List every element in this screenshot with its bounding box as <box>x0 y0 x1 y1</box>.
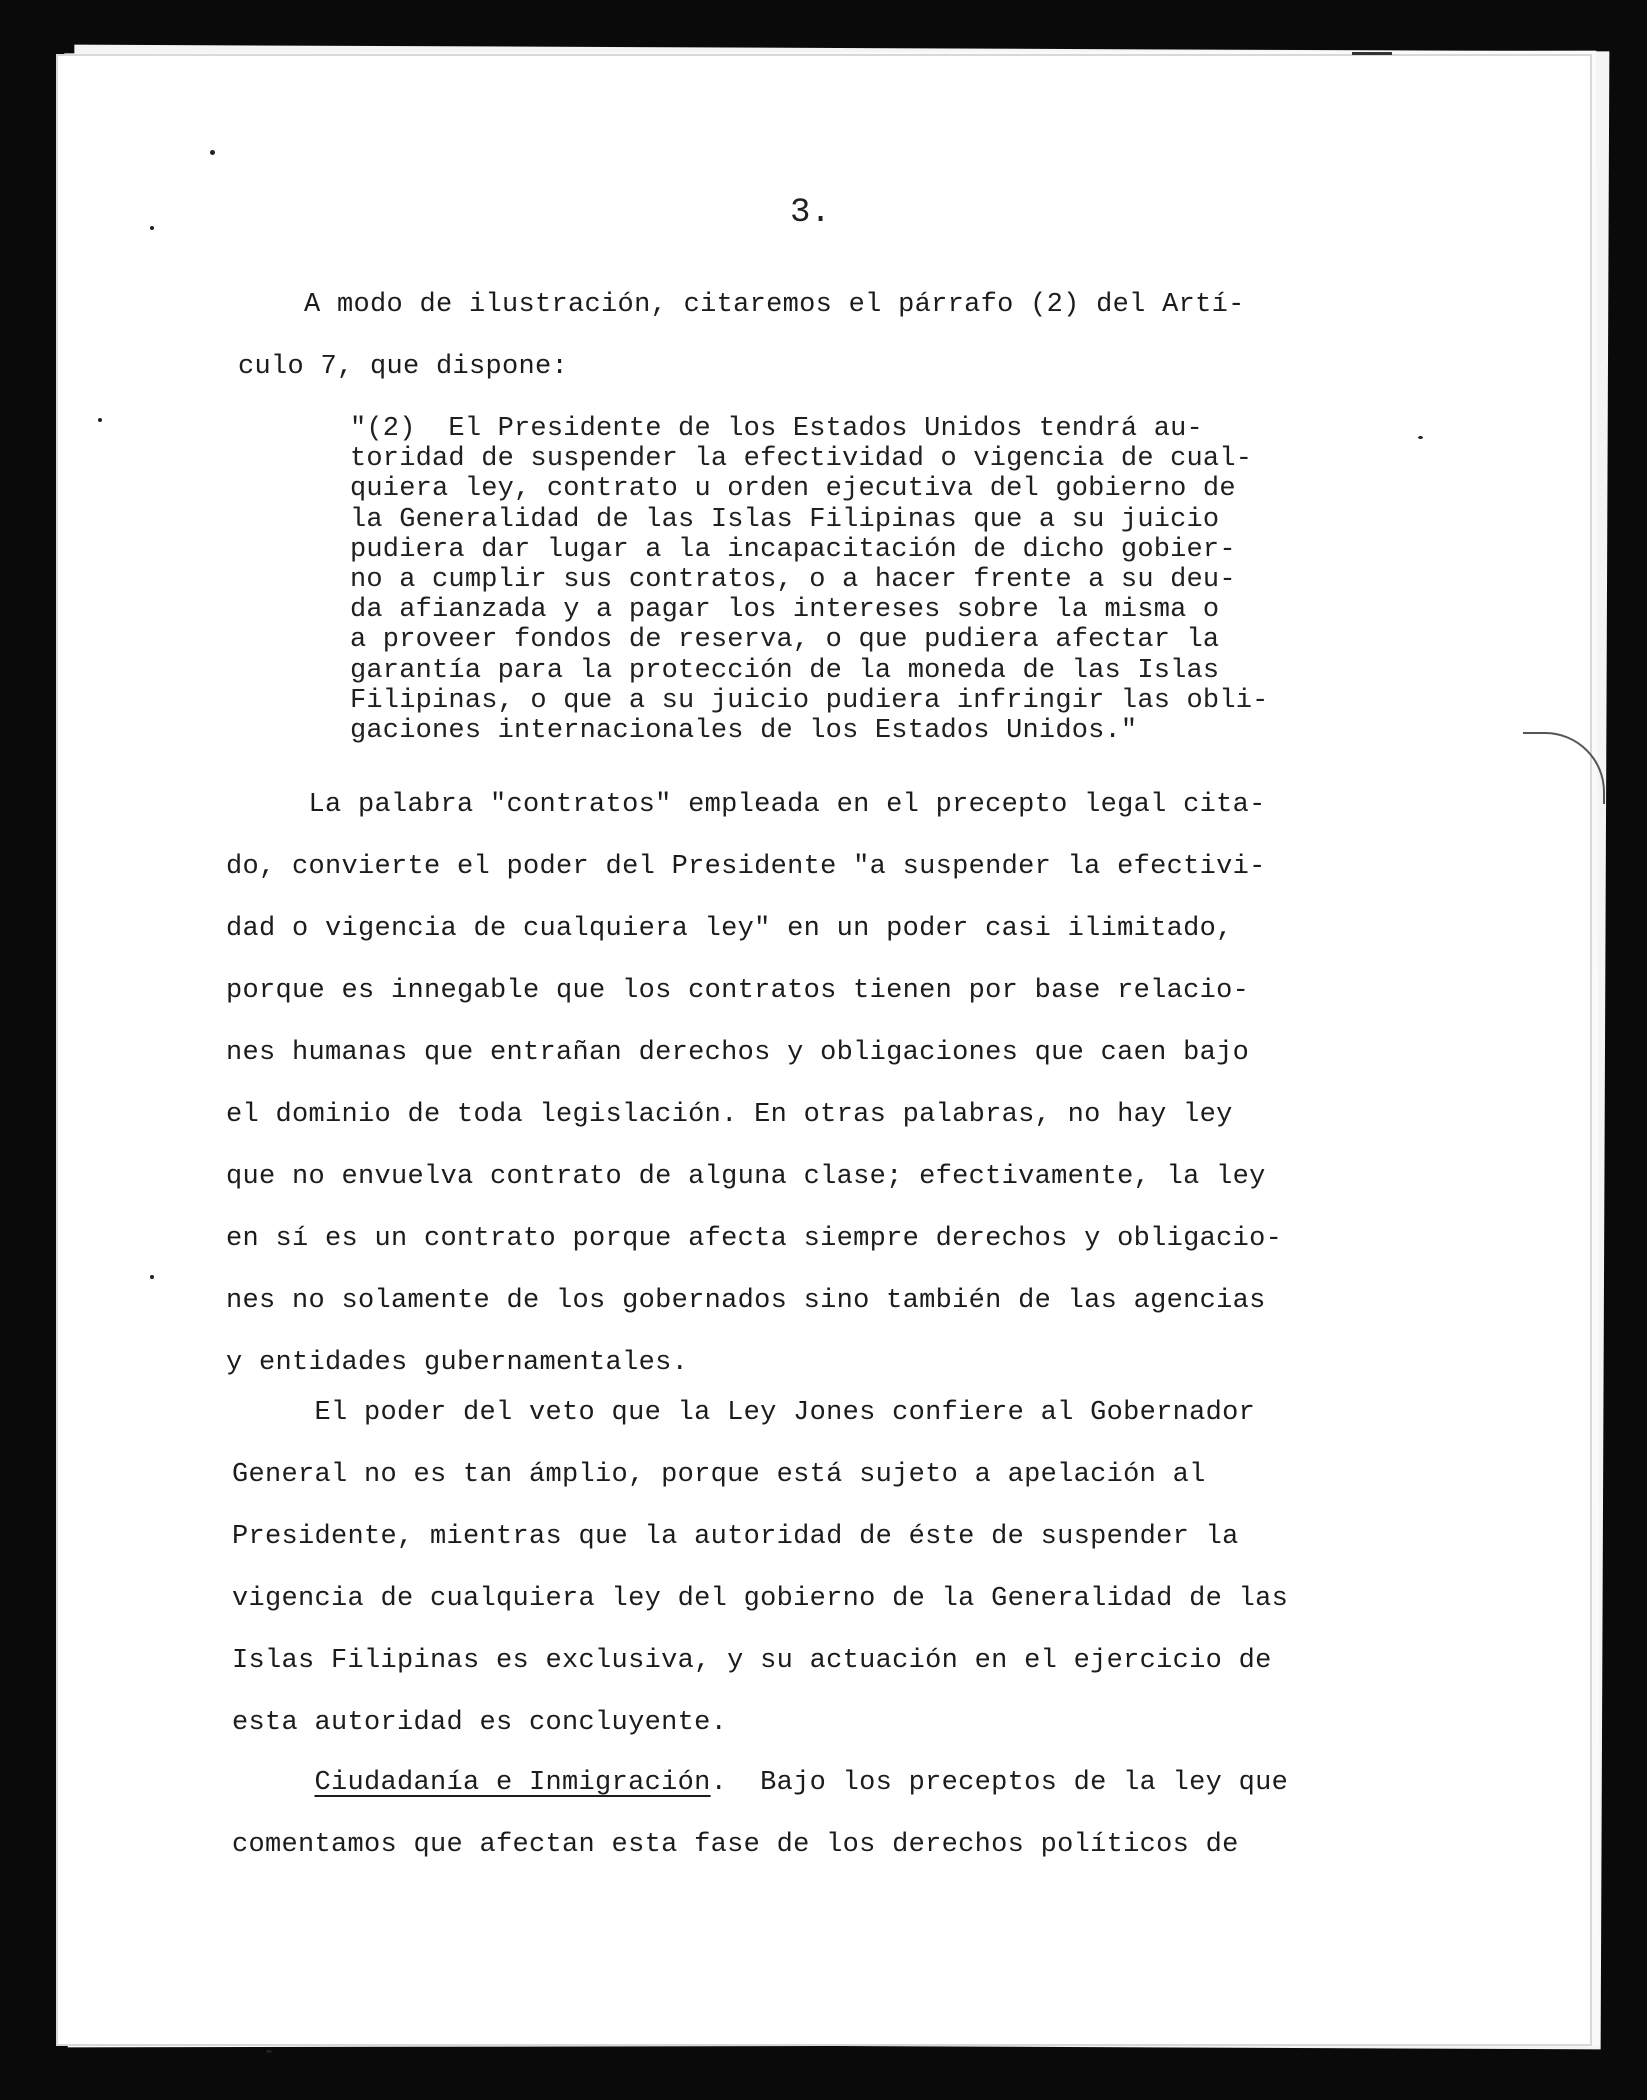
scan-speck <box>150 1275 154 1279</box>
paragraph-2-line: porque es innegable que los contratos tienen por base relacio- <box>226 976 1250 1006</box>
quote-line: toridad de suspender la efectividad o vigencia de cual- <box>350 444 1253 475</box>
paragraph-3-line: esta autoridad es concluyente. <box>232 1708 728 1738</box>
quote-line: Filipinas, o que a su juicio pudiera infringir las obli- <box>350 685 1269 716</box>
paragraph-2-line: que no envuelva contrato de alguna clase; efectivamente, la ley <box>226 1162 1266 1192</box>
scan-speck <box>210 150 215 155</box>
paragraph-2-line: do, convierte el poder del Presidente "a suspender la efectivi- <box>226 852 1266 882</box>
paragraph-2-line: y entidades gubernamentales. <box>226 1348 689 1378</box>
quote-line: a proveer fondos de reserva, o que pudiera afectar la <box>350 625 1220 656</box>
scan-speck <box>1418 436 1423 439</box>
paragraph-4 <box>232 1752 1288 1876</box>
quote-line: gaciones internacionales de los Estados Unidos." <box>350 716 1138 747</box>
quote-line: no a cumplir sus contratos, o a hacer frente a su deu- <box>350 565 1236 596</box>
quote-line: "(2) El Presidente de los Estados Unidos tendrá au- <box>350 414 1203 444</box>
paragraph-2-line: La palabra "contratos" empleada en el precepto legal cita- <box>226 790 1266 820</box>
page-number: 3. <box>790 194 831 232</box>
section-heading-continuation: . Bajo los preceptos de la ley que <box>710 1768 1289 1798</box>
quote-line: quiera ley, contrato u orden ejecutiva del gobierno de <box>350 474 1236 505</box>
quote-line: pudiera dar lugar a la incapacitación de dicho gobier- <box>350 534 1236 565</box>
paragraph-3-line: El poder del veto que la Ley Jones confiere al Gobernador <box>232 1398 1256 1428</box>
paragraph-2-line: nes humanas que entrañan derechos y obligaciones que caen bajo <box>226 1038 1250 1068</box>
paragraph-2-line: nes no solamente de los gobernados sino también de las agencias <box>226 1286 1266 1316</box>
paragraph-4-line: comentamos que afectan esta fase de los derechos políticos de <box>232 1830 1239 1860</box>
paragraph-2-line: el dominio de toda legislación. En otras palabras, no hay ley <box>226 1100 1233 1130</box>
scan-edge-mark <box>1352 52 1392 55</box>
quote-line: da afianzada y a pagar los intereses sobre la misma o <box>350 595 1220 626</box>
scan-speck <box>266 2050 272 2053</box>
paragraph-2-line: en sí es un contrato porque afecta siempre derechos y obligacio- <box>226 1224 1283 1254</box>
quote-line: la Generalidad de las Islas Filipinas que a su juicio <box>350 504 1220 535</box>
quote-line: garantía para la protección de la moneda de las Islas <box>350 655 1220 686</box>
paragraph-3-line: Islas Filipinas es exclusiva, y su actuación en el ejercicio de <box>232 1646 1272 1676</box>
paragraph-1-line-1: A modo de ilustración, citaremos el párrafo (2) del Artí- <box>238 290 1245 320</box>
paragraph-1-line-2: culo 7, que dispone: <box>238 352 569 382</box>
paragraph-3-line: Presidente, mientras que la autoridad de éste de suspender la <box>232 1522 1239 1552</box>
paragraph-2 <box>226 774 1282 1394</box>
document-page <box>58 56 1590 2044</box>
section-heading: Ciudadanía e Inmigración <box>314 1768 711 1798</box>
paragraph-2-line: dad o vigencia de cualquiera ley" en un poder casi ilimitado, <box>226 914 1233 944</box>
block-quote <box>350 414 1269 746</box>
scan-speck <box>98 418 102 422</box>
paragraph-3 <box>232 1382 1288 1754</box>
paragraph-1 <box>238 274 1245 398</box>
paragraph-3-line: General no es tan ámplio, porque está sujeto a apelación al <box>232 1460 1206 1490</box>
scan-speck <box>150 226 154 230</box>
paragraph-3-line: vigencia de cualquiera ley del gobierno de la Generalidad de las <box>232 1584 1289 1614</box>
